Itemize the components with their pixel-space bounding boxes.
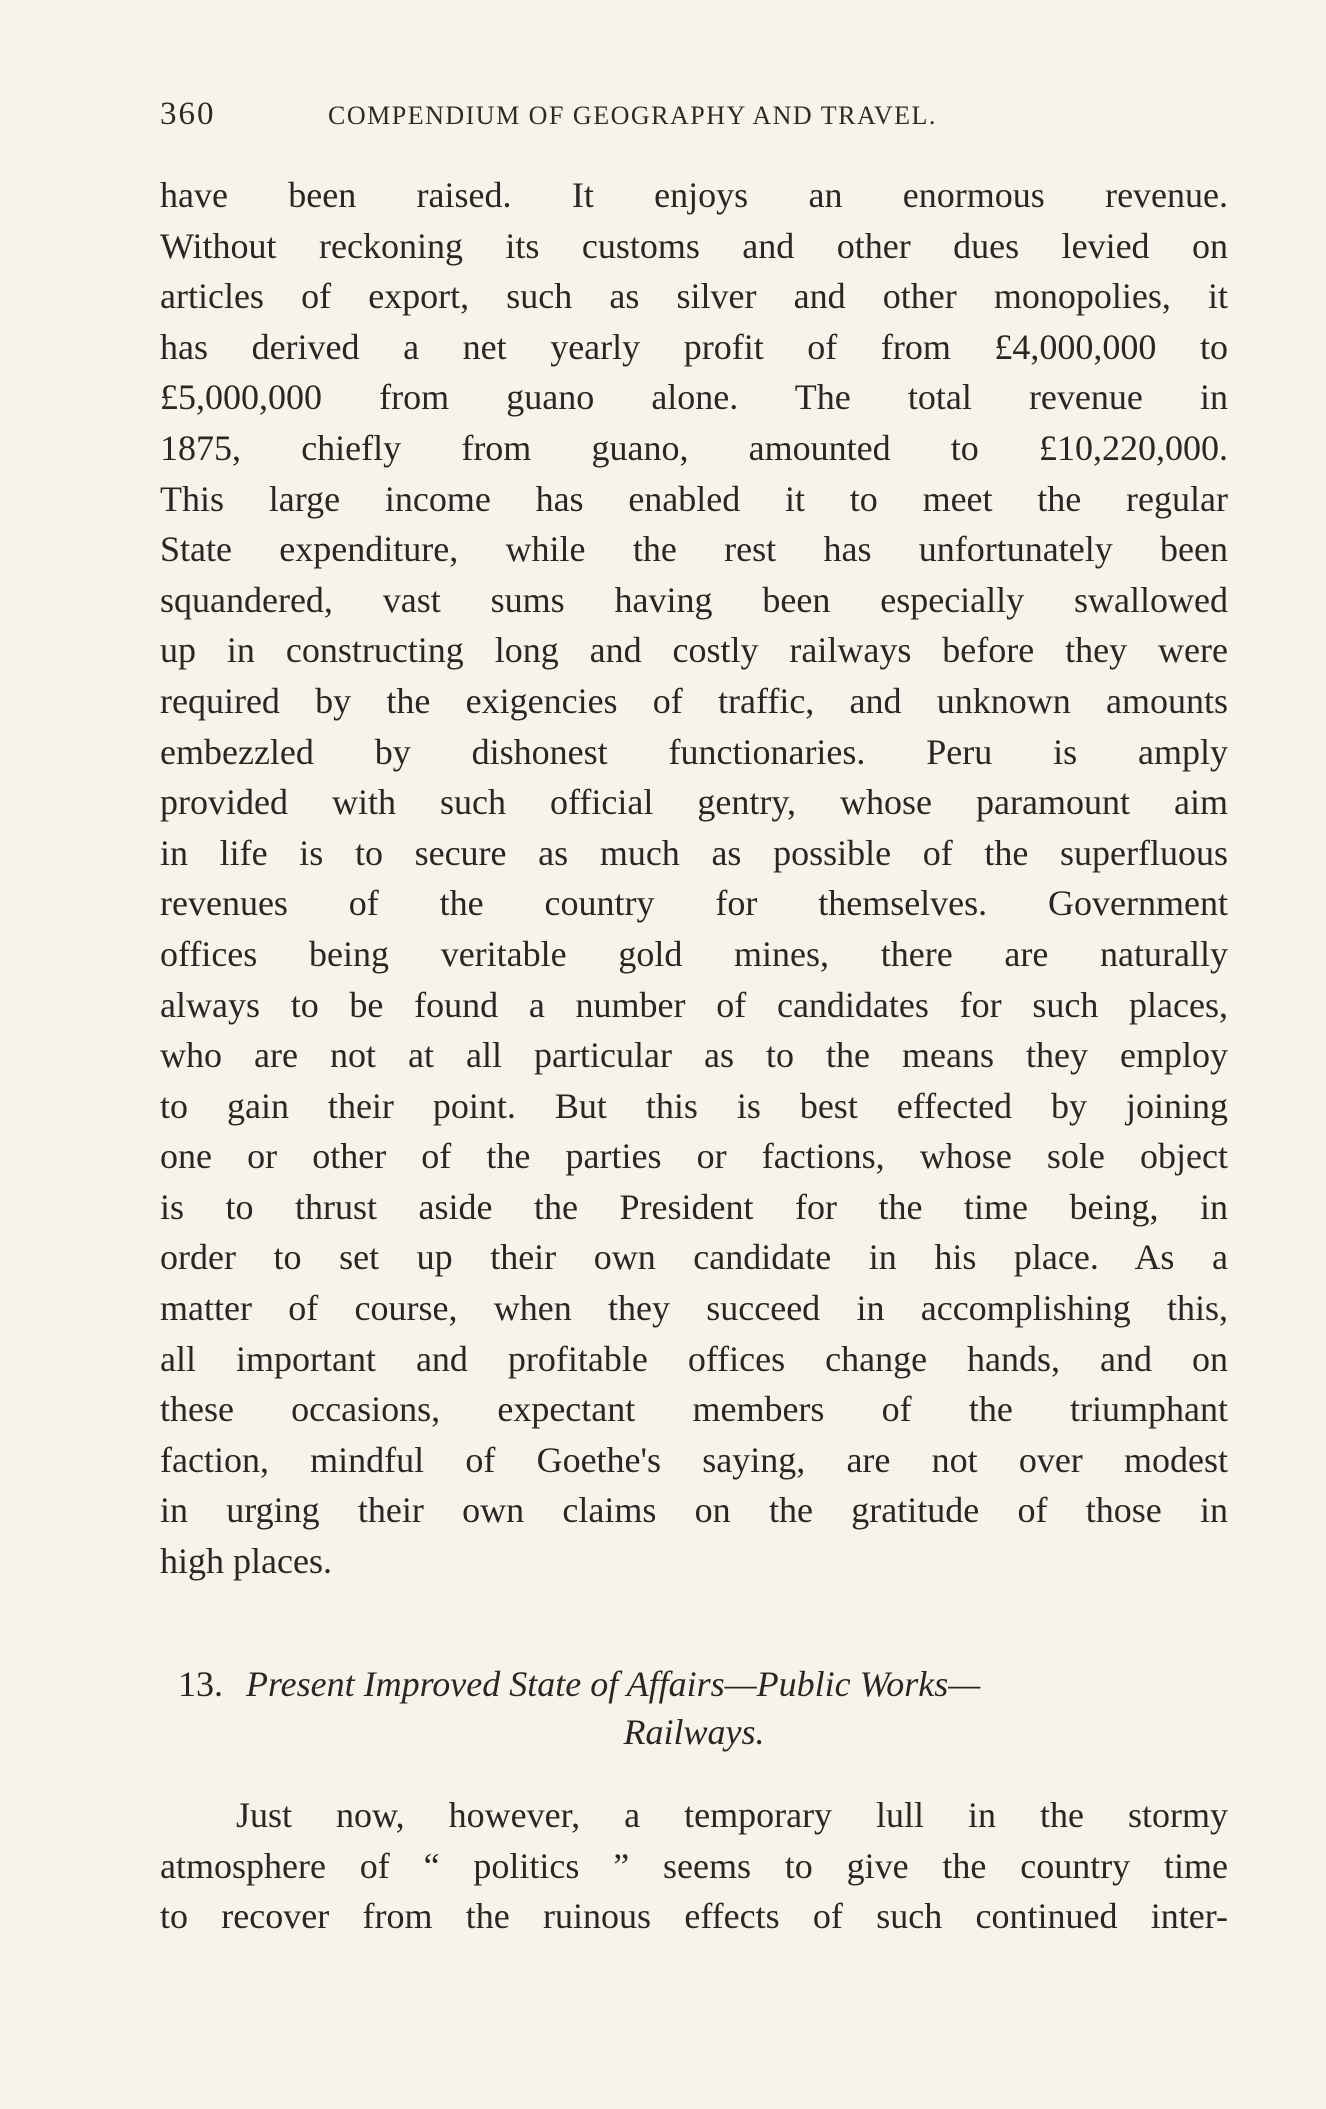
text-line: £5,000,000 from guano alone. The total revenue in <box>160 377 1228 418</box>
text-line: squandered, vast sums having been especially swallowed <box>160 579 1228 620</box>
section-title: Present Improved State of Affairs—Public Works— <box>246 1664 981 1704</box>
text-line: has derived a net yearly profit of from £4,000,000 to <box>160 326 1228 367</box>
text-line: matter of course, when they succeed in accomplishing this, <box>160 1288 1228 1329</box>
text-line: articles of export, such as silver and other monopolies, it <box>160 276 1228 317</box>
text-line: these occasions, expectant members of the triumphant <box>160 1389 1228 1430</box>
text-line: always to be found a number of candidates for such places, <box>160 984 1228 1025</box>
text-line: State expenditure, while the rest has unfortunately been <box>160 529 1228 570</box>
text-line: revenues of the country for themselves. Government <box>160 883 1228 924</box>
text-line: atmosphere of “ politics ” seems to give the country time <box>160 1845 1228 1886</box>
text-line: up in constructing long and costly railways before they were <box>160 630 1228 671</box>
text-line: faction, mindful of Goethe's saying, are not over modest <box>160 1439 1228 1480</box>
text-line: Just now, however, a temporary lull in the stormy <box>236 1795 1228 1835</box>
page-number: 360 <box>160 96 216 132</box>
text-line: embezzled by dishonest functionaries. Peru is amply <box>160 731 1228 772</box>
paragraph-revenue <box>160 170 1228 1587</box>
text-line: to recover from the ruinous effects of such continued inter- <box>160 1896 1228 1937</box>
text-line: have been raised. It enjoys an enormous revenue. <box>160 175 1228 215</box>
text-line: to gain their point. But this is best effected by joining <box>160 1085 1228 1126</box>
text-line: required by the exigencies of traffic, and unknown amounts <box>160 680 1228 721</box>
text-line: order to set up their own candidate in his place. As a <box>160 1237 1228 1278</box>
text-line: This large income has enabled it to meet the regular <box>160 478 1228 519</box>
text-line: all important and profitable offices change hands, and on <box>160 1338 1228 1379</box>
text-line: in urging their own claims on the gratitude of those in <box>160 1490 1228 1531</box>
text-line: in life is to secure as much as possible of the superfluous <box>160 832 1228 873</box>
section-number: 13. <box>178 1664 223 1704</box>
text-line: provided with such official gentry, whose paramount aim <box>160 782 1228 823</box>
text-line: offices being veritable gold mines, there are naturally <box>160 933 1228 974</box>
running-title: COMPENDIUM OF GEOGRAPHY AND TRAVEL. <box>328 101 937 130</box>
text-line: high places. <box>160 1541 332 1582</box>
section-title-continued: Railways. <box>623 1712 765 1752</box>
running-header <box>160 96 1230 136</box>
text-line: who are not at all particular as to the means they employ <box>160 1035 1228 1076</box>
section-heading <box>160 1660 1228 1756</box>
text-line: is to thrust aside the President for the time being, in <box>160 1186 1228 1227</box>
paragraph-present-state <box>160 1790 1228 1942</box>
text-line: 1875, chiefly from guano, amounted to £10,220,000. <box>160 427 1228 468</box>
text-line: Without reckoning its customs and other dues levied on <box>160 225 1228 266</box>
text-line: one or other of the parties or factions, whose sole object <box>160 1136 1228 1177</box>
section-heading-line <box>160 1660 1228 1708</box>
